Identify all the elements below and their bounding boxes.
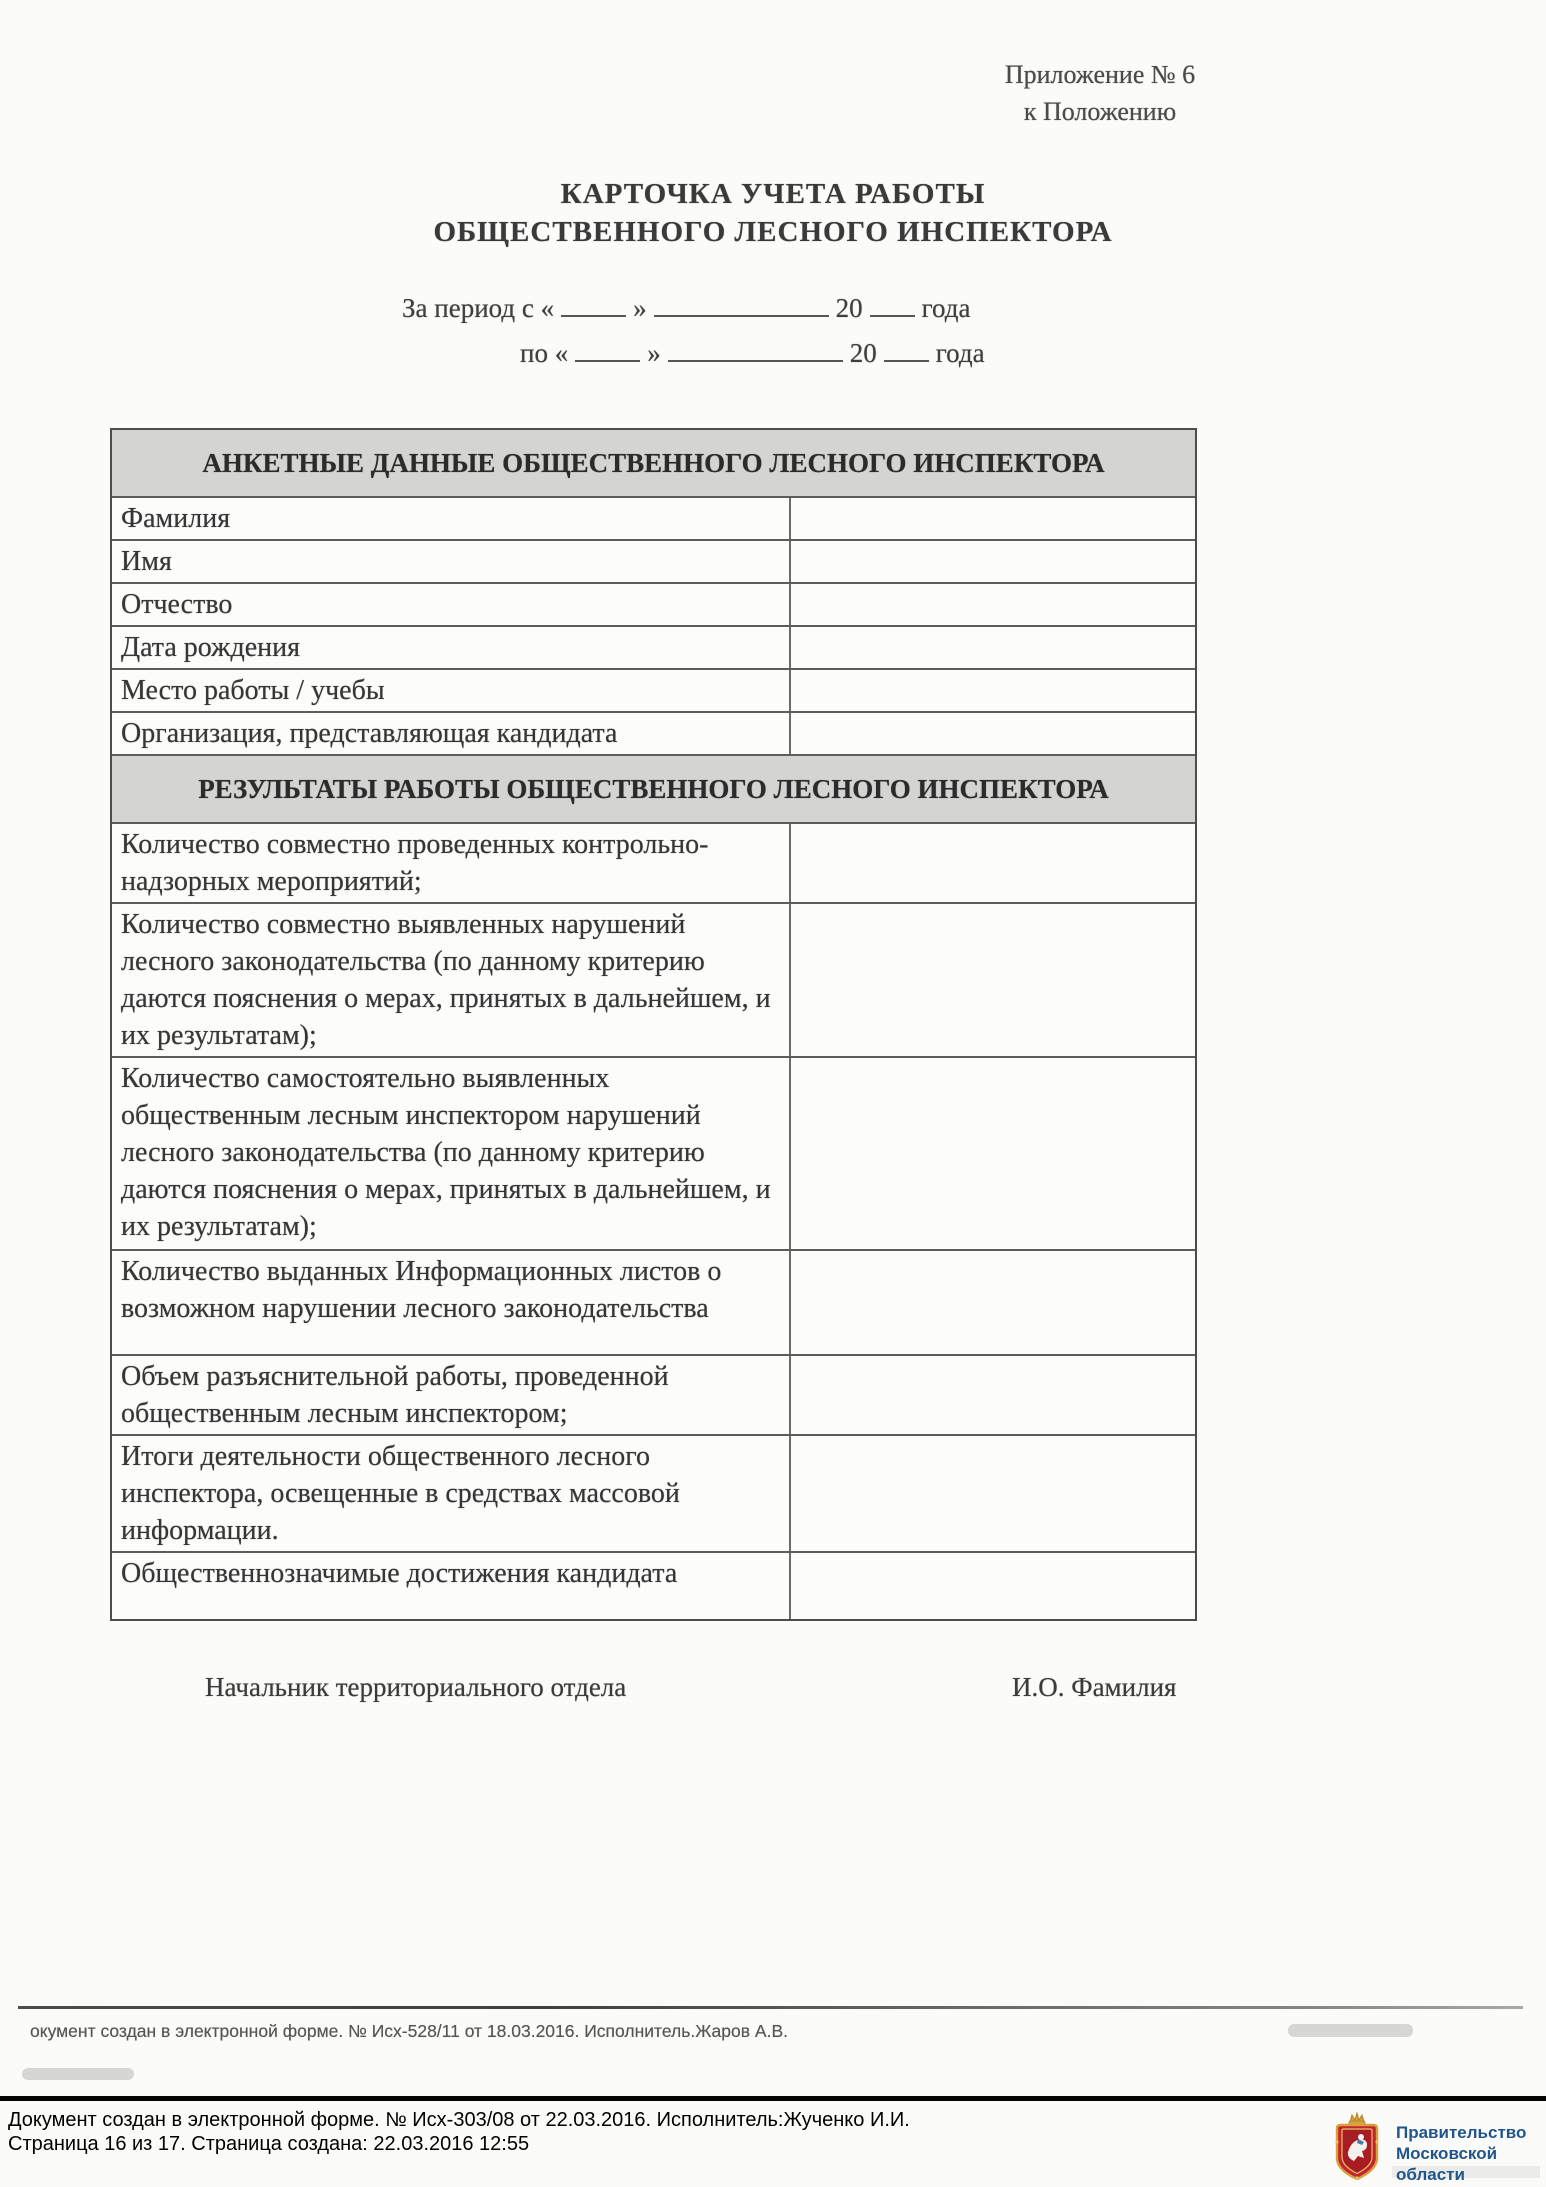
value-cell bbox=[789, 541, 1195, 582]
table-row bbox=[112, 904, 1195, 1058]
row-label: Фамилия bbox=[121, 503, 231, 534]
table-row bbox=[112, 584, 1195, 627]
moscow-region-crest-icon bbox=[1328, 2112, 1386, 2182]
table-row bbox=[112, 1251, 1195, 1356]
row-label: Количество самостоятельно выявленных общественным лесным инспектором нарушений лесного законодательства (по данному критерию даются пояснения о мерах, принятых в дальнейшем, и их результатам); bbox=[121, 1063, 771, 1242]
footer-line-1: Документ создан в электронной форме. № Исх-303/08 от 22.03.2016. Исполнитель:Жученко И.И. bbox=[8, 2109, 910, 2131]
value-cell bbox=[789, 584, 1195, 625]
value-cell bbox=[789, 1436, 1195, 1551]
row-label: Организация, представляющая кандидата bbox=[121, 718, 618, 749]
value-cell bbox=[789, 1058, 1195, 1249]
row-label: Количество выданных Информационных листов о возможном нарушении лесного законодательства bbox=[121, 1256, 722, 1324]
inspector-form-table bbox=[110, 428, 1197, 1621]
row-label: Место работы / учебы bbox=[121, 675, 385, 706]
value-cell bbox=[789, 498, 1195, 539]
year-word: года bbox=[935, 338, 985, 368]
value-cell bbox=[789, 1251, 1195, 1354]
scanned-footer-text: окумент создан в электронной форме. № Исх-528/11 от 18.03.2016. Исполнитель.Жаров А.В. bbox=[30, 2021, 788, 2041]
period-line-from bbox=[402, 286, 985, 331]
row-label: Количество совместно проведенных контрольно-надзорных мероприятий; bbox=[121, 829, 709, 897]
annex-line-2: к Положению bbox=[1023, 97, 1177, 126]
value-cell bbox=[789, 670, 1195, 711]
section-header-personal-data: АНКЕТНЫЕ ДАННЫЕ ОБЩЕСТВЕННОГО ЛЕСНОГО ИНСПЕКТОРА bbox=[112, 430, 1195, 498]
day-blank bbox=[575, 336, 640, 362]
row-label: Имя bbox=[121, 546, 172, 577]
scan-smudge bbox=[22, 2068, 134, 2080]
day-blank bbox=[561, 291, 626, 317]
table-row bbox=[112, 627, 1195, 670]
logo-caption-line-1: Правительство bbox=[1396, 2123, 1527, 2142]
signature-name-label: И.О. Фамилия bbox=[1012, 1672, 1177, 1702]
footer-text-block bbox=[8, 2108, 910, 2156]
closing-quote: » bbox=[633, 293, 647, 323]
footer-divider bbox=[0, 2096, 1546, 2101]
table-row bbox=[112, 498, 1195, 541]
row-label: Объем разъяснительной работы, проведенной общественным лесным инспектором; bbox=[121, 1361, 669, 1429]
row-label: Итоги деятельности общественного лесного инспектора, освещенные в средствах массовой информации. bbox=[121, 1441, 680, 1546]
title-line-2: ОБЩЕСТВЕННОГО ЛЕСНОГО ИНСПЕКТОРА bbox=[433, 216, 1113, 248]
annex-note bbox=[985, 56, 1215, 130]
table-row bbox=[112, 713, 1195, 756]
period-to-prefix: по « bbox=[520, 338, 569, 368]
table-row bbox=[112, 1356, 1195, 1436]
month-blank bbox=[654, 291, 829, 317]
value-cell bbox=[789, 904, 1195, 1056]
table-row bbox=[112, 1436, 1195, 1553]
table-row bbox=[112, 670, 1195, 713]
period-block bbox=[402, 286, 985, 376]
value-cell bbox=[789, 824, 1195, 902]
row-label: Общественнозначимые достижения кандидата bbox=[121, 1558, 678, 1589]
table-row bbox=[112, 1553, 1195, 1619]
table-row bbox=[112, 541, 1195, 584]
document-title bbox=[0, 175, 1546, 251]
logo-caption bbox=[1396, 2122, 1540, 2185]
value-cell bbox=[789, 713, 1195, 754]
century-text: 20 bbox=[835, 293, 863, 323]
moscow-region-government-logo bbox=[1328, 2110, 1540, 2184]
value-cell bbox=[789, 1356, 1195, 1434]
value-cell bbox=[789, 627, 1195, 668]
scan-smudge bbox=[1288, 2024, 1413, 2037]
period-line-to bbox=[402, 331, 985, 376]
scanned-footer-rule bbox=[18, 2006, 1523, 2009]
row-label: Дата рождения bbox=[121, 632, 300, 663]
closing-quote: » bbox=[647, 338, 661, 368]
table-row bbox=[112, 1058, 1195, 1251]
logo-caption-line-2: Московской области bbox=[1396, 2144, 1498, 2184]
footer-line-2: Страница 16 из 17. Страница создана: 22.03.2016 12:55 bbox=[8, 2133, 530, 2155]
signature-position-label: Начальник территориального отдела bbox=[205, 1672, 627, 1702]
century-text: 20 bbox=[849, 338, 877, 368]
year-blank bbox=[884, 336, 929, 362]
year-blank bbox=[870, 291, 915, 317]
year-word: года bbox=[921, 293, 971, 323]
table-row bbox=[112, 824, 1195, 904]
annex-line-1: Приложение № 6 bbox=[1004, 60, 1196, 89]
month-blank bbox=[668, 336, 843, 362]
title-line-1: КАРТОЧКА УЧЕТА РАБОТЫ bbox=[560, 178, 986, 210]
row-label: Отчество bbox=[121, 589, 233, 620]
section-header-work-results: РЕЗУЛЬТАТЫ РАБОТЫ ОБЩЕСТВЕННОГО ЛЕСНОГО ИНСПЕКТОРА bbox=[112, 756, 1195, 824]
period-from-prefix: За период с « bbox=[402, 293, 555, 323]
value-cell bbox=[789, 1553, 1195, 1619]
row-label: Количество совместно выявленных нарушений лесного законодательства (по данному критерию даются пояснения о мерах, принятых в дальнейшем, и их результатам); bbox=[121, 909, 771, 1051]
